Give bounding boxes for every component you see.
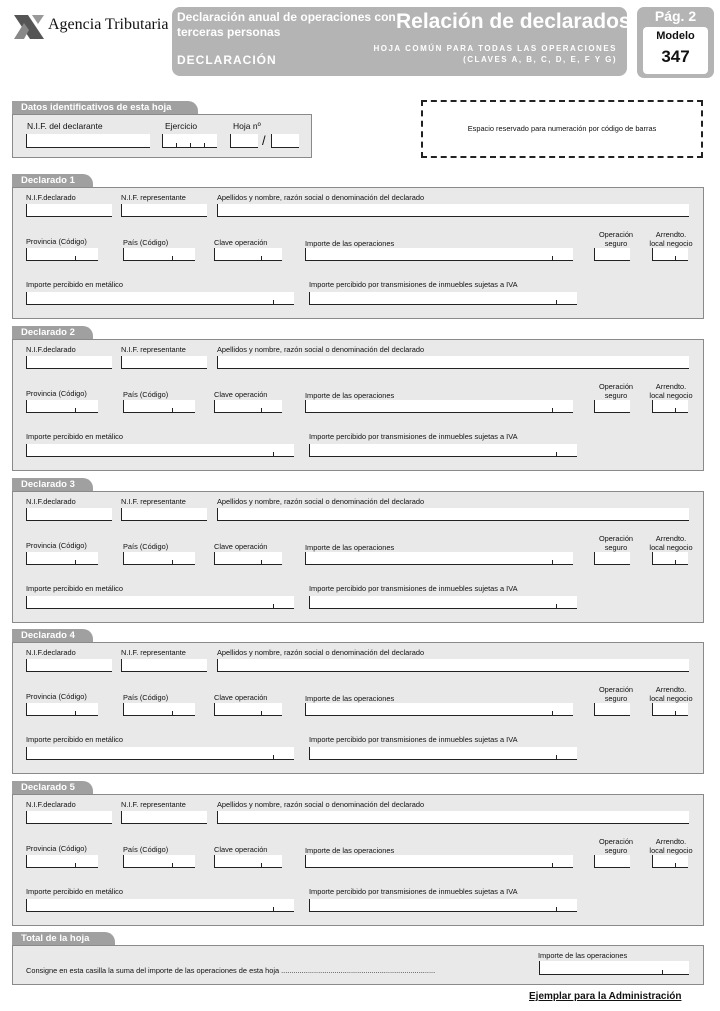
declarado-2-tab: Declarado 2	[12, 326, 93, 339]
declarado-2-pais-label: País (Código)	[123, 390, 169, 399]
declarado-5-tab: Declarado 5	[12, 781, 93, 794]
identificacion-tab: Datos identificativos de esta hoja	[12, 101, 198, 114]
declarado-2-nif-declarado-label: N.I.F.declarado	[26, 345, 76, 354]
declarado-5-provincia-field[interactable]	[26, 855, 98, 868]
form-type-label: DECLARACIÓN	[177, 53, 277, 67]
agency-name: Agencia Tributaria	[48, 16, 169, 33]
declarado-3-importe-metalico-field[interactable]	[26, 596, 294, 609]
declarado-4-arrendamiento-label: Arrendto. local negocio	[649, 685, 693, 703]
form-title: Declaración anual de operaciones con terceras personas	[177, 10, 396, 39]
declarado-5-provincia-label: Provincia (Código)	[26, 844, 87, 853]
declarado-3-importe-operaciones-label: Importe de las operaciones	[305, 543, 395, 552]
declarado-3-panel	[12, 491, 704, 623]
model-box	[643, 27, 708, 74]
barcode-reserved-area	[421, 100, 703, 158]
total-panel	[12, 945, 704, 985]
page-number: Pág. 2	[654, 8, 697, 24]
declarado-3-provincia-field[interactable]	[26, 552, 98, 565]
declarado-2-nombre-label: Apellidos y nombre, razón social o denominación del declarado	[217, 345, 425, 354]
declarado-1-pais-field[interactable]	[123, 248, 195, 261]
form-title-banner	[172, 7, 631, 76]
declarado-4-nombre-field[interactable]	[217, 659, 689, 672]
declarado-5-panel	[12, 794, 704, 926]
declarado-5-operacion-seguro-field[interactable]	[594, 855, 630, 868]
barcode-text: Espacio reservado para numeración por código de barras	[467, 124, 657, 133]
declarado-5-importe-transmisiones-label: Importe percibido por transmisiones de inmuebles sujetas a IVA	[309, 887, 518, 896]
declarado-2-importe-transmisiones-label: Importe percibido por transmisiones de inmuebles sujetas a IVA	[309, 432, 518, 441]
declarado-4-arrendamiento-field[interactable]	[652, 703, 688, 716]
declarado-4-nif-declarado-label: N.I.F.declarado	[26, 648, 76, 657]
declarado-3-importe-transmisiones-field[interactable]	[309, 596, 577, 609]
declarado-5-nif-declarado-label: N.I.F.declarado	[26, 800, 76, 809]
declarado-3-nombre-label: Apellidos y nombre, razón social o denominación del declarado	[217, 497, 425, 506]
declarado-5-nif-representante-label: N.I.F. representante	[121, 800, 186, 809]
declarado-2-importe-transmisiones-field[interactable]	[309, 444, 577, 457]
declarado-1-nif-representante-field[interactable]	[121, 204, 207, 217]
declarado-3-nif-declarado-field[interactable]	[26, 508, 112, 521]
declarado-1-panel	[12, 187, 704, 319]
declarado-1-importe-transmisiones-label: Importe percibido por transmisiones de inmuebles sujetas a IVA	[309, 280, 518, 289]
nif-declarante-field[interactable]	[26, 134, 150, 148]
declarado-1-operacion-seguro-field[interactable]	[594, 248, 630, 261]
nif-declarante-label: N.I.F. del declarante	[27, 121, 103, 131]
declarado-4-clave-operacion-field[interactable]	[214, 703, 282, 716]
declarado-3-pais-label: País (Código)	[123, 542, 169, 551]
declarado-2-nif-representante-label: N.I.F. representante	[121, 345, 186, 354]
declarado-3-nif-representante-field[interactable]	[121, 508, 207, 521]
declarado-1-arrendamiento-label: Arrendto. local negocio	[649, 230, 693, 248]
declarado-4-provincia-label: Provincia (Código)	[26, 692, 87, 701]
declarado-4-operacion-seguro-label: Operación seguro	[598, 685, 634, 703]
declarado-3-importe-operaciones-field[interactable]	[305, 552, 573, 565]
identificacion-panel	[12, 114, 312, 158]
declarado-5-nombre-field[interactable]	[217, 811, 689, 824]
declarado-3-importe-transmisiones-label: Importe percibido por transmisiones de inmuebles sujetas a IVA	[309, 584, 518, 593]
declarado-2-importe-metalico-field[interactable]	[26, 444, 294, 457]
declarado-2-operacion-seguro-label: Operación seguro	[598, 382, 634, 400]
page-model-box	[637, 7, 714, 78]
declarado-1-nombre-field[interactable]	[217, 204, 689, 217]
declarado-4-pais-field[interactable]	[123, 703, 195, 716]
declarado-1-tab: Declarado 1	[12, 174, 93, 187]
declarado-4-importe-transmisiones-field[interactable]	[309, 747, 577, 760]
declarado-4-tab: Declarado 4	[12, 629, 93, 642]
declarado-5-clave-operacion-label: Clave operación	[214, 845, 268, 854]
declarado-5-importe-metalico-label: Importe percibido en metálico	[26, 887, 123, 896]
declarado-1-provincia-field[interactable]	[26, 248, 98, 261]
declarado-2-provincia-field[interactable]	[26, 400, 98, 413]
declarado-2-nif-representante-field[interactable]	[121, 356, 207, 369]
declarado-3-arrendamiento-field[interactable]	[652, 552, 688, 565]
declarado-5-importe-metalico-field[interactable]	[26, 899, 294, 912]
hoja-label: Hoja nº	[233, 121, 261, 131]
declarado-4-provincia-field[interactable]	[26, 703, 98, 716]
declarado-1-clave-operacion-field[interactable]	[214, 248, 282, 261]
hoja-total-field[interactable]	[271, 134, 299, 148]
declarado-4-importe-metalico-field[interactable]	[26, 747, 294, 760]
hoja-number-field[interactable]	[230, 134, 258, 148]
declarado-3-nombre-field[interactable]	[217, 508, 689, 521]
declarado-3-nif-declarado-label: N.I.F.declarado	[26, 497, 76, 506]
model-label: Modelo	[656, 30, 695, 42]
declarado-1-importe-metalico-field[interactable]	[26, 292, 294, 305]
declarado-1-importe-transmisiones-field[interactable]	[309, 292, 577, 305]
declarado-2-provincia-label: Provincia (Código)	[26, 389, 87, 398]
declarado-1-importe-operaciones-field[interactable]	[305, 248, 573, 261]
form-subtitle-1: HOJA COMÚN PARA TODAS LAS OPERACIONES	[373, 44, 617, 53]
declarado-3-tab: Declarado 3	[12, 478, 93, 491]
declarado-5-operacion-seguro-label: Operación seguro	[598, 837, 634, 855]
declarado-1-nombre-label: Apellidos y nombre, razón social o denominación del declarado	[217, 193, 425, 202]
declarado-3-clave-operacion-field[interactable]	[214, 552, 282, 565]
hoja-separator: /	[262, 133, 266, 148]
total-importe-field[interactable]	[539, 961, 689, 975]
declarado-4-nif-declarado-field[interactable]	[26, 659, 112, 672]
declarado-2-importe-metalico-label: Importe percibido en metálico	[26, 432, 123, 441]
declarado-1-provincia-label: Provincia (Código)	[26, 237, 87, 246]
total-tab: Total de la hoja	[12, 932, 115, 945]
declarado-4-panel	[12, 642, 704, 774]
declarado-4-pais-label: País (Código)	[123, 693, 169, 702]
declarado-1-operacion-seguro-label: Operación seguro	[598, 230, 634, 248]
declarado-3-operacion-seguro-field[interactable]	[594, 552, 630, 565]
declarado-3-nif-representante-label: N.I.F. representante	[121, 497, 186, 506]
ejercicio-label: Ejercicio	[165, 121, 198, 131]
declarado-2-arrendamiento-label: Arrendto. local negocio	[649, 382, 693, 400]
declarado-3-clave-operacion-label: Clave operación	[214, 542, 268, 551]
declarado-4-nombre-label: Apellidos y nombre, razón social o denominación del declarado	[217, 648, 425, 657]
declarado-5-arrendamiento-label: Arrendto. local negocio	[649, 837, 693, 855]
declarado-3-operacion-seguro-label: Operación seguro	[598, 534, 634, 552]
declarado-4-clave-operacion-label: Clave operación	[214, 693, 268, 702]
declarado-3-pais-field[interactable]	[123, 552, 195, 565]
declarado-3-importe-metalico-label: Importe percibido en metálico	[26, 584, 123, 593]
declarado-5-arrendamiento-field[interactable]	[652, 855, 688, 868]
declarado-5-nif-representante-field[interactable]	[121, 811, 207, 824]
declarado-2-nombre-field[interactable]	[217, 356, 689, 369]
total-importe-label: Importe de las operaciones	[538, 951, 628, 960]
declarado-4-importe-operaciones-label: Importe de las operaciones	[305, 694, 395, 703]
declarado-4-nif-representante-field[interactable]	[121, 659, 207, 672]
declarado-5-importe-operaciones-field[interactable]	[305, 855, 573, 868]
declarado-4-operacion-seguro-field[interactable]	[594, 703, 630, 716]
declarado-2-panel	[12, 339, 704, 471]
declarado-5-pais-label: País (Código)	[123, 845, 169, 854]
declarado-2-importe-operaciones-field[interactable]	[305, 400, 573, 413]
declarado-3-provincia-label: Provincia (Código)	[26, 541, 87, 550]
declarado-2-nif-declarado-field[interactable]	[26, 356, 112, 369]
declarado-2-importe-operaciones-label: Importe de las operaciones	[305, 391, 395, 400]
declarado-1-clave-operacion-label: Clave operación	[214, 238, 268, 247]
declarado-2-operacion-seguro-field[interactable]	[594, 400, 630, 413]
total-instruction: Consigne en esta casilla la suma del importe de las operaciones de esta hoja ...........................................................................	[26, 966, 436, 975]
declarado-4-importe-transmisiones-label: Importe percibido por transmisiones de inmuebles sujetas a IVA	[309, 735, 518, 744]
model-number: 347	[661, 47, 690, 66]
form-big-title: Relación de declarados	[396, 10, 631, 33]
declarado-1-nif-declarado-field[interactable]	[26, 204, 112, 217]
agency-logo	[12, 10, 172, 44]
declarado-5-importe-transmisiones-field[interactable]	[309, 899, 577, 912]
declarado-2-clave-operacion-field[interactable]	[214, 400, 282, 413]
declarado-1-nif-representante-label: N.I.F. representante	[121, 193, 186, 202]
declarado-1-importe-metalico-label: Importe percibido en metálico	[26, 280, 123, 289]
declarado-5-importe-operaciones-label: Importe de las operaciones	[305, 846, 395, 855]
declarado-1-nif-declarado-label: N.I.F.declarado	[26, 193, 76, 202]
declarado-4-importe-operaciones-field[interactable]	[305, 703, 573, 716]
declarado-1-pais-label: País (Código)	[123, 238, 169, 247]
declarado-5-nif-declarado-field[interactable]	[26, 811, 112, 824]
declarado-2-clave-operacion-label: Clave operación	[214, 390, 268, 399]
declarado-2-arrendamiento-field[interactable]	[652, 400, 688, 413]
declarado-4-importe-metalico-label: Importe percibido en metálico	[26, 735, 123, 744]
footer-copy-label: Ejemplar para la Administración	[529, 991, 682, 1002]
declarado-5-pais-field[interactable]	[123, 855, 195, 868]
declarado-1-importe-operaciones-label: Importe de las operaciones	[305, 239, 395, 248]
declarado-2-pais-field[interactable]	[123, 400, 195, 413]
declarado-3-arrendamiento-label: Arrendto. local negocio	[649, 534, 693, 552]
declarado-5-nombre-label: Apellidos y nombre, razón social o denominación del declarado	[217, 800, 425, 809]
declarado-1-arrendamiento-field[interactable]	[652, 248, 688, 261]
form-subtitle-2: (CLAVES A, B, C, D, E, F Y G)	[463, 55, 617, 64]
agency-logo-icon	[12, 11, 46, 41]
declarado-4-nif-representante-label: N.I.F. representante	[121, 648, 186, 657]
ejercicio-field[interactable]	[162, 134, 217, 148]
declarado-5-clave-operacion-field[interactable]	[214, 855, 282, 868]
